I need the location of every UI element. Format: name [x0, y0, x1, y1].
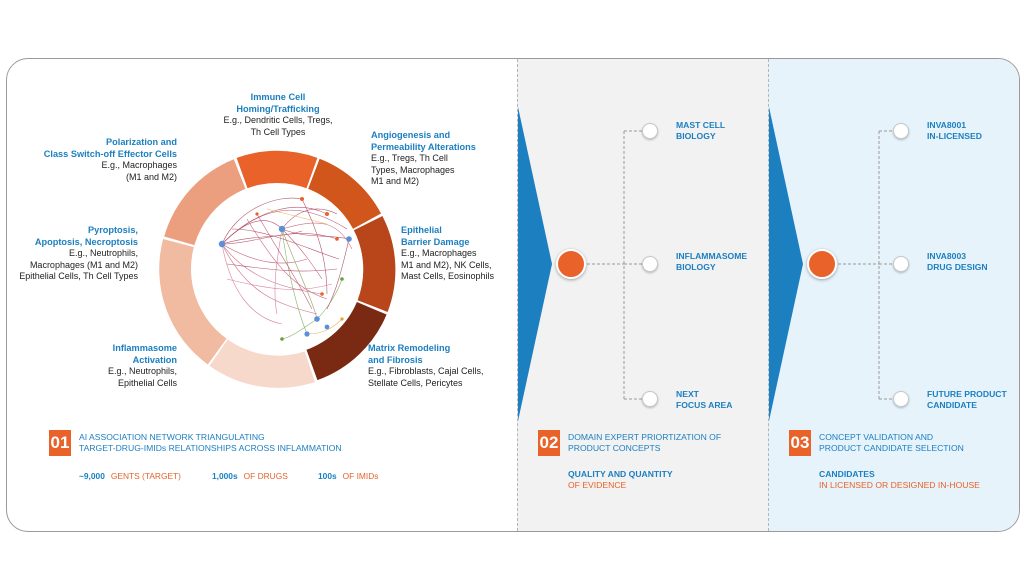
step2-sub-text: OF EVIDENCE: [568, 480, 627, 490]
category-desc: (M1 and M2): [125, 171, 177, 182]
step2-caption: [568, 432, 763, 454]
step3-sub-title: CANDIDATES: [819, 469, 875, 479]
node-mast-cell: [676, 120, 725, 142]
category-desc: Types, Macrophages: [371, 164, 455, 175]
category-desc: M1 and M2), NK Cells,: [401, 259, 492, 270]
step2-caption-line: PRODUCT CONCEPTS: [568, 443, 661, 453]
category-epithelial: [401, 225, 521, 283]
category-title: Matrix Remodeling: [368, 343, 451, 353]
node-inva8001: [927, 120, 982, 142]
category-title: Activation: [132, 354, 177, 365]
category-desc: Mast Cells, Eosinophils: [401, 271, 495, 281]
step3-node: [893, 123, 909, 139]
category-title: Polarization and: [106, 137, 177, 147]
category-immune-homing: [203, 92, 353, 138]
node-label: MAST CELL: [676, 120, 726, 130]
category-desc: E.g., Macrophages: [401, 248, 477, 258]
category-title: and Fibrosis: [368, 354, 423, 365]
category-desc: M1 and M2): [371, 176, 420, 186]
stat-value: 1,000s: [212, 471, 238, 481]
category-angiogenesis: [371, 130, 501, 188]
step3-subtext: [819, 469, 1014, 491]
category-desc: Macrophages (M1 and M2): [29, 259, 138, 270]
category-desc: Epithelial Cells: [117, 377, 177, 388]
step3-caption-line: PRODUCT CANDIDATE SELECTION: [819, 443, 964, 453]
step3-caption: [819, 432, 1014, 454]
stat-label: GENTS (TARGET): [110, 471, 181, 481]
node-label: DRUG DESIGN: [927, 262, 988, 272]
category-polarization: [17, 137, 177, 183]
category-title: Inflammasome: [112, 343, 177, 353]
category-inflammasome: [47, 343, 177, 389]
prioritization-panel: [517, 59, 769, 531]
selection-panel: [768, 59, 1020, 531]
step2-caption-line: DOMAIN EXPERT PRIORTIZATION OF: [568, 432, 722, 442]
stat-drugs: [212, 471, 288, 481]
category-title: Permeability Alterations: [371, 141, 476, 152]
node-label: INVA8001: [927, 120, 967, 130]
step1-caption-line: TARGET-DRUG-IMIDs RELATIONSHIPS ACROSS INFLAMMATION: [79, 443, 342, 453]
step3-hub-node: [807, 249, 837, 279]
category-desc: E.g., Fibroblasts, Cajal Cells,: [368, 366, 484, 376]
step1-caption-line: AI ASSOCIATION NETWORK TRIANGULATING: [79, 432, 265, 442]
category-desc: E.g., Dendritic Cells, Tregs,: [223, 115, 333, 125]
stat-label: OF DRUGS: [243, 471, 288, 481]
node-label: BIOLOGY: [676, 262, 716, 272]
step2-node: [642, 123, 658, 139]
step3-sub-text: IN LICENSED OR DESIGNED IN-HOUSE: [819, 480, 980, 490]
step2-subtext: [568, 469, 763, 491]
step-number-03: 03: [789, 430, 811, 456]
stat-imids: [318, 471, 378, 481]
step2-node: [642, 256, 658, 272]
node-label: NEXT: [676, 389, 699, 399]
category-title: Class Switch-off Effector Cells: [43, 148, 177, 159]
category-desc: E.g., Neutrophils,: [107, 366, 177, 376]
node-inva8003: [927, 251, 988, 273]
node-label: CANDIDATE: [927, 400, 977, 410]
stat-targets: [79, 471, 181, 481]
step3-node: [893, 256, 909, 272]
category-title: Homing/Trafficking: [236, 103, 320, 114]
node-future-candidate: [927, 389, 1007, 411]
node-next-focus: [676, 389, 733, 411]
category-desc: E.g., Neutrophils,: [68, 248, 138, 258]
main-frame: [6, 58, 1020, 532]
node-inflammasome: [676, 251, 747, 273]
step2-node: [642, 391, 658, 407]
category-title: Pyroptosis,: [87, 225, 138, 235]
node-label: IN-LICENSED: [927, 131, 982, 141]
stat-value: 100s: [318, 471, 337, 481]
node-label: BIOLOGY: [676, 131, 716, 141]
category-title: Epithelial: [401, 225, 442, 235]
category-matrix: [368, 343, 508, 389]
step2-hub-node: [556, 249, 586, 279]
category-title: Apoptosis, Necroptosis: [34, 236, 138, 247]
node-label: FUTURE PRODUCT: [927, 389, 1007, 399]
category-title: Immune Cell: [250, 92, 306, 102]
step1-caption: [79, 432, 459, 454]
node-label: INFLAMMASOME: [676, 251, 748, 261]
category-title: Barrier Damage: [401, 236, 470, 247]
category-desc: E.g., Tregs, Th Cell: [371, 153, 448, 163]
stat-label: OF IMIDs: [342, 471, 379, 481]
step3-node: [893, 391, 909, 407]
category-desc: Th Cell Types: [250, 126, 306, 137]
category-desc: E.g., Macrophages: [101, 160, 177, 170]
category-title: Angiogenesis and: [371, 130, 451, 140]
category-desc: Epithelial Cells, Th Cell Types: [19, 271, 138, 281]
category-desc: Stellate Cells, Pericytes: [368, 377, 463, 388]
node-label: FOCUS AREA: [676, 400, 733, 410]
step-number-01: 01: [49, 430, 71, 456]
stat-value: ~9,000: [79, 471, 105, 481]
step3-caption-line: CONCEPT VALIDATION AND: [819, 432, 934, 442]
step-number-02: 02: [538, 430, 560, 456]
category-pyroptosis: [7, 225, 138, 283]
ring-segment-immune-homing: [237, 151, 318, 189]
step2-sub-title: QUALITY AND QUANTITY: [568, 469, 673, 479]
node-label: INVA8003: [927, 251, 967, 261]
